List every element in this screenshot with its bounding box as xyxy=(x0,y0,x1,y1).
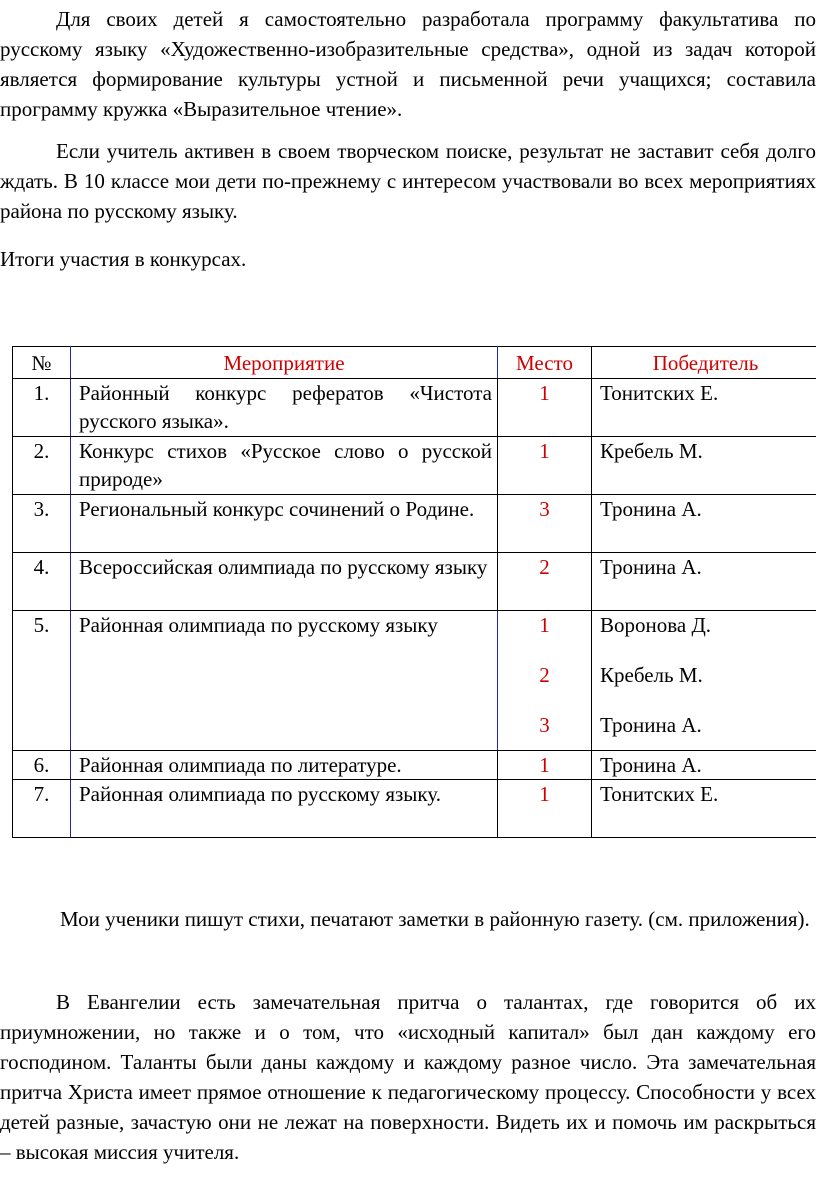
table-row xyxy=(13,379,816,437)
place-value: 2 xyxy=(539,663,550,687)
row-event: Районная олимпиада по литературе. xyxy=(71,751,498,780)
row-winner: Кребель М. xyxy=(592,437,816,495)
row-num: 5. xyxy=(13,611,71,751)
row-place: 1 xyxy=(498,780,592,838)
row-num: 1. xyxy=(13,379,71,437)
table-row xyxy=(13,611,816,751)
row-num: 3. xyxy=(13,495,71,553)
row-event: Районная олимпиада по русскому языку xyxy=(71,611,498,751)
row-winner: Тронина А. xyxy=(592,751,816,780)
paragraph-program: Для своих детей я самостоятельно разработала программу факультатива по русскому языку «Художественно-изобразительные средства», одной из задач которой является формирование культуры устной и письменной речи учащихся; составила программу кружка «Выразительное чтение». xyxy=(0,7,816,121)
row-place: 1 xyxy=(498,379,592,437)
row-winner: Тронина А. xyxy=(592,553,816,611)
place-value: 1 xyxy=(539,613,550,637)
row-event: Всероссийская олимпиада по русскому языку xyxy=(71,553,498,611)
row-place: 1 xyxy=(498,751,592,780)
table-body xyxy=(13,379,816,838)
winner-name: Тронина А. xyxy=(600,713,702,737)
paragraph-students-poems: Мои ученики пишут стихи, печатают заметки в районную газету. (см. приложения). xyxy=(60,907,810,931)
row-num: 7. xyxy=(13,780,71,838)
row-place: 3 xyxy=(498,495,592,553)
header-num: № xyxy=(13,347,71,379)
table-header-row xyxy=(13,347,816,379)
row-winner xyxy=(592,611,816,751)
row-place: 1 xyxy=(498,437,592,495)
header-winner: Победитель xyxy=(592,347,816,379)
row-num: 2. xyxy=(13,437,71,495)
header-place: Место xyxy=(498,347,592,379)
table-row xyxy=(13,751,816,780)
row-event: Районный конкурс рефератов «Чистота русского языка». xyxy=(71,379,498,437)
results-heading: Итоги участия в конкурсах. xyxy=(0,247,247,271)
row-winner: Тонитских Е. xyxy=(592,780,816,838)
paragraph-teacher-active: Если учитель активен в своем творческом поиске, результат не заставит себя долго ждать. В 10 классе мои дети по-прежнему с интересом участвовали во всех мероприятиях района по русскому языку. xyxy=(0,139,816,223)
table-row xyxy=(13,495,816,553)
row-event: Конкурс стихов «Русское слово о русской природе» xyxy=(71,437,498,495)
row-place: 2 xyxy=(498,553,592,611)
winner-name: Кребель М. xyxy=(600,663,703,687)
results-table xyxy=(12,346,816,838)
row-event: Районная олимпиада по русскому языку. xyxy=(71,780,498,838)
row-place xyxy=(498,611,592,751)
winner-name: Воронова Д. xyxy=(600,613,712,637)
place-value: 3 xyxy=(539,713,550,737)
row-winner: Тронина А. xyxy=(592,495,816,553)
table-row xyxy=(13,437,816,495)
row-num: 6. xyxy=(13,751,71,780)
row-num: 4. xyxy=(13,553,71,611)
row-event: Региональный конкурс сочинений о Родине. xyxy=(71,495,498,553)
paragraph-parable: В Евангелии есть замечательная притча о талантах, где говорится об их приумножении, но также и о том, что «исходный капитал» был дан каждому его господином. Таланты были даны каждому и каждому разное число. Эта замечательная притча Христа имеет прямое отношение к педагогическому процессу. Способности у всех детей разные, зачастую они не лежат на поверхности. Видеть их и помочь им раскрыться – высокая миссия учителя. xyxy=(0,990,816,1164)
row-winner: Тонитских Е. xyxy=(592,379,816,437)
table-row xyxy=(13,780,816,838)
header-event: Мероприятие xyxy=(71,347,498,379)
table-row xyxy=(13,553,816,611)
